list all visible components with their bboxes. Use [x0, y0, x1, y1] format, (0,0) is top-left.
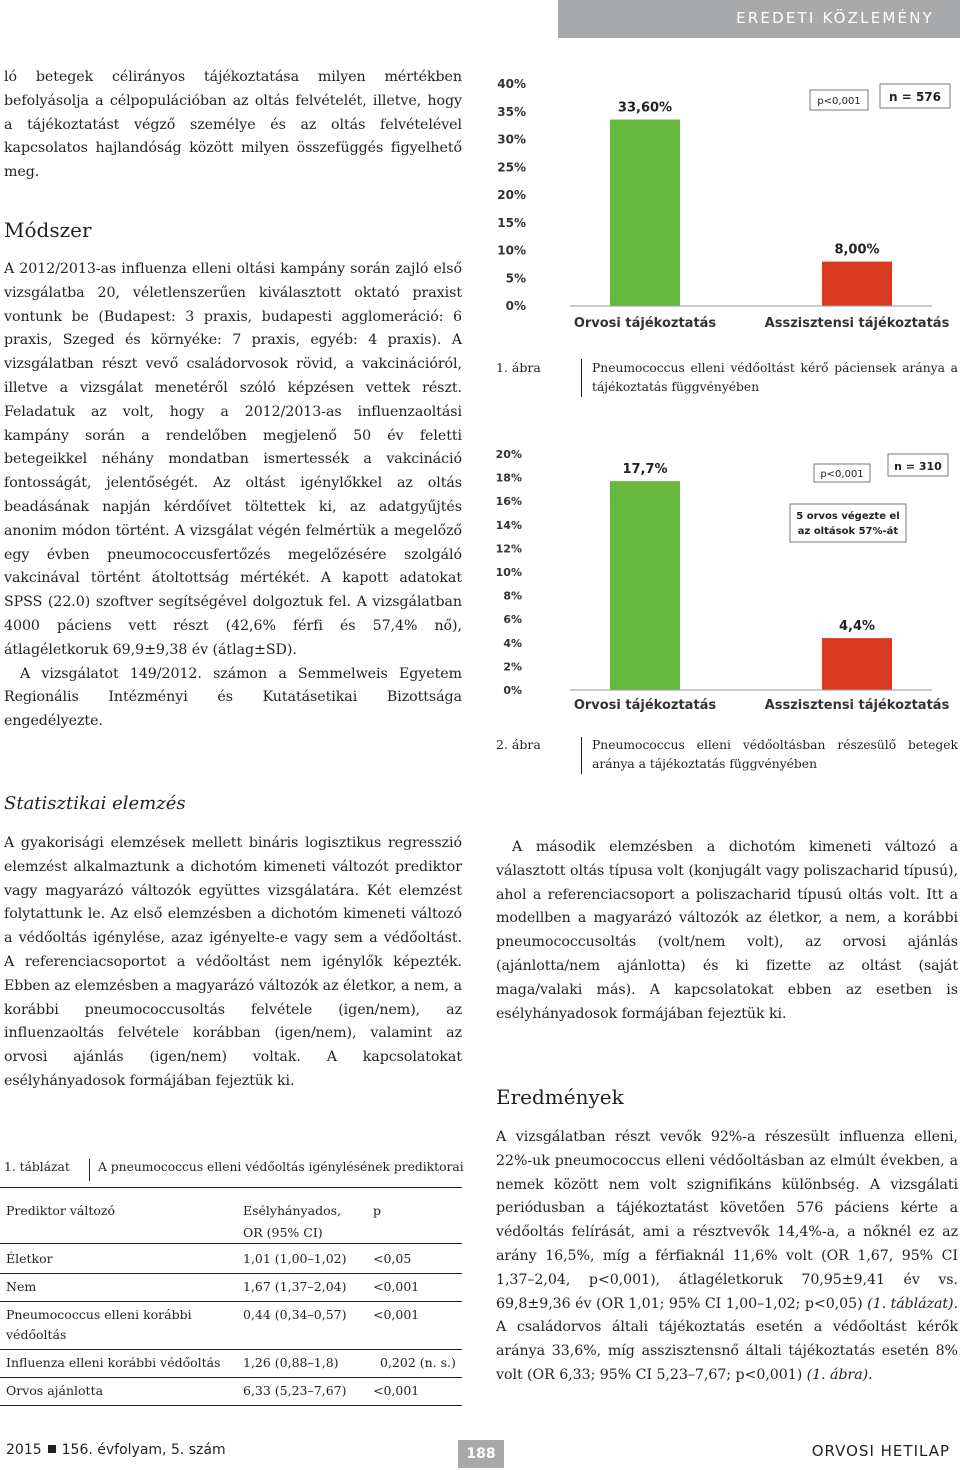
y-tick-label: 10% [497, 243, 526, 258]
y-tick-label: 14% [495, 518, 522, 532]
table-1-number: 1. táblázat [4, 1160, 70, 1174]
y-tick-label: 20% [495, 448, 522, 461]
table-header-rule [0, 1243, 462, 1244]
table-cell-or: 6,33 (5,23–7,67) [243, 1383, 347, 1398]
bar [822, 638, 892, 690]
y-tick-label: 4% [503, 636, 522, 650]
table-cell-predictor: Influenza elleni korábbi védőoltás [6, 1355, 221, 1370]
figure-2-caption-rule [581, 737, 582, 774]
y-tick-label: 2% [503, 660, 522, 674]
table-cell-p: <0,001 [373, 1307, 420, 1322]
methods-paragraph-1: A 2012/2013-as influenza elleni oltási kampány során zajló első vizsgálatba 20, véletlenszerűen kiválasztott oktató praxist vontunk be (Budapest: 3 praxis, budapesti agglomeráció: 6 praxis, Szeged és környéke: 7 praxis, egyéb: 4 praxis). A vizsgálatban részt vevő családorvosok rövid, a vakcinációról, illetve a vizsgálat menetéről szóló képzésen vettek részt. Feladatuk az volt, hogy a 2012/2013-as influenzaoltási kampány során a rendelőben megjelenő 50 év feletti betegeikkel néhány mondatban ismertessék a vakcináció fontosságát, jelentőségét. Az oltást igénylőkkel az oltás beadásának napján kérdőívet töltettek ki, az adatgyűjtés anonim módon történt. A vizsgálat végén felmértük a megelőző egy évben pneumococcusfertőzés megelőzésére szolgáló vakcinával történt átoltottság mértékét. A kapott adatokat SPSS (22.0) szoftver segítségével dolgoztuk fel. A vizsgálatban 4000 páciens vett részt (42,6% férfi és 57,4% nő), átlagéletkoruk 69,9±9,38 év (átlag±SD). [4, 261, 462, 658]
bar [822, 262, 892, 306]
header-p: p [373, 1203, 382, 1218]
page-footer [0, 1440, 960, 1470]
annotation-line-2: az oltások 57%-át [797, 526, 899, 537]
category-label: Orvosi tájékoztatás [573, 698, 717, 713]
bar [610, 481, 680, 690]
y-tick-label: 25% [497, 160, 526, 175]
table-row-rule [0, 1377, 462, 1378]
y-tick-label: 40% [497, 77, 526, 91]
footer-issue [6, 1442, 226, 1458]
y-tick-label: 0% [503, 684, 522, 697]
stats-heading: Statisztikai elemzés [4, 793, 186, 814]
table-cell-or: 1,67 (1,37–2,04) [243, 1279, 347, 1294]
table-cell-p: 0,202 (n. s.) [380, 1355, 456, 1370]
table-cell-or: 1,01 (1,00–1,02) [243, 1251, 347, 1266]
table-cell-or: 0,44 (0,34–0,57) [243, 1307, 347, 1322]
table-row-rule [0, 1349, 462, 1350]
intro-text: ló betegek célirányos tájékoztatása milyen mértékben befolyásolja a célpopulációban az oltás felvételét, illetve, hogy a tájékoztatást végző személye és az oltás felvételével kapcsolatos hajlandóság között milyen összefüggés figyelhető meg. [4, 69, 462, 181]
section-header-bar [558, 0, 960, 38]
figure-reference: (1. ábra). [806, 1366, 873, 1383]
stats-paragraph: A gyakorisági elemzések mellett bináris logisztikus regresszió elemzést alkalmaztunk a dichotóm kimeneti változót prediktor vagy magyarázó változók együttes vizsgálatára. Két elemzést folytattunk le. Az első elemzésben a dichotóm kimeneti változó a védőoltás igénylése, azaz igényelte-e vagy sem a védőoltást. A referenciacsoportot a védőoltást nem igénylők képezték. Ebben az elemzésben a magyarázó változók az életkor, a nem, a korábbi pneumococcusoltás felvétele (igen/nem), az influenzaoltás felvétele korábban (igen/nem), valamint az orvosi ajánlás (igen/nem) voltak. A kapcsolatokat esélyhányadosok formájában fejeztük ki. [4, 835, 462, 1089]
category-label: Asszisztensi tájékoztatás [764, 316, 950, 331]
figure-1-number: 1. ábra [496, 360, 541, 375]
y-tick-label: 5% [505, 271, 526, 286]
table-cell-p: <0,001 [373, 1383, 420, 1398]
stats-body [4, 832, 462, 1094]
table-top-rule [0, 1187, 462, 1188]
results-text-a: A vizsgálatban részt vevők 92%-a részesült influenza elleni, 22%-uk pneumococcus elleni védőoltásban az elmúlt években, a nemek között nem volt szignifikáns különbség. A vizsgálati periódusban a tájékoztatást követően 576 páciens kérte a védőoltás felírását, ami a résztvevők 14,4%-a, a nőknél ez az arány 16,5%, míg a férfiaknál 11,6% volt (OR 1,67, 95% CI 1,37–2,04, p<0,001), átlagéletkoruk 70,95±9,41 év vs. 69,8±9,36 év (OR 1,01; 95% CI 1,00–1,02; p<0,05) [496, 1129, 958, 1312]
bar [610, 120, 680, 306]
sample-size-label: n = 576 [888, 90, 942, 104]
bar-value-label: 8,00% [834, 242, 880, 258]
square-bullet-icon [48, 1445, 56, 1453]
figure-2-svg [492, 440, 958, 718]
table-cell-predictor: Orvos ajánlotta [6, 1383, 104, 1398]
p-value-label: p<0,001 [820, 469, 864, 480]
table-cell-predictor: Nem [6, 1279, 37, 1294]
annotation-line-1: 5 orvos végezte el [796, 511, 900, 522]
results-body [496, 1126, 958, 1388]
y-tick-label: 15% [497, 215, 526, 230]
results-paragraph [496, 1126, 958, 1388]
sample-size-label: n = 310 [894, 460, 942, 473]
y-tick-label: 20% [497, 188, 526, 202]
category-label: Asszisztensi tájékoztatás [764, 698, 950, 713]
table-row-rule [0, 1273, 462, 1274]
results-heading: Eredmények [496, 1085, 624, 1109]
section-label: EREDETI KÖZLEMÉNY [736, 9, 934, 27]
y-tick-label: 10% [495, 566, 522, 579]
figure-2-caption: Pneumococcus elleni védőoltásban részesülő betegek aránya a tájékoztatás függvényében [592, 738, 958, 771]
y-tick-label: 12% [495, 542, 522, 556]
second-analysis-paragraph: A második elemzésben a dichotóm kimeneti változó a választott oltás típusa volt (konjugált vagy poliszacharid típusú), ahol a referenciacsoport a poliszacharid típusú oltás volt. Itt a modellben a magyarázó változók az életkor, a nem, a korábbi pneumococcusoltás (volt/nem volt), az orvosi ajánlás (ajánlotta/nem ajánlotta) és ki fizette az oltást (saját maga/valaki más). A kapcsolatokat ebben az esetben is esélyhányadosok formájában fejeztük ki. [496, 839, 958, 1022]
table-bottom-rule [0, 1405, 462, 1406]
table-row-rule [0, 1301, 462, 1302]
methods-paragraph-2: A vizsgálatot 149/2012. számon a Semmelweis Egyetem Regionális Intézményi és Kutatásetikai Bizottsága engedélyezte. [4, 665, 462, 730]
table-cell-predictor: Életkor [6, 1251, 53, 1266]
y-tick-label: 0% [505, 299, 526, 313]
bar-value-label: 4,4% [838, 619, 876, 635]
figure-1-svg [492, 70, 958, 342]
category-label: Orvosi tájékoztatás [573, 316, 717, 331]
y-tick-label: 8% [503, 589, 522, 603]
y-tick-label: 35% [497, 104, 526, 119]
table-cell-predictor: Pneumococcus elleni korábbi [6, 1307, 192, 1322]
header-or: Esélyhányados, [243, 1203, 341, 1218]
footer-volume: 156. évfolyam, 5. szám [61, 1442, 226, 1458]
header-or-ci: OR (95% CI) [243, 1225, 323, 1240]
table-cell-p: <0,001 [373, 1279, 420, 1294]
table-cell-p: <0,05 [373, 1251, 412, 1266]
y-tick-label: 6% [503, 613, 522, 627]
y-tick-label: 16% [495, 495, 522, 509]
methods-body [4, 258, 462, 734]
figure-2-number: 2. ábra [496, 737, 541, 752]
header-predictor: Prediktor változó [6, 1203, 116, 1218]
figure-1-chart [492, 70, 958, 342]
y-tick-label: 18% [495, 471, 522, 485]
bar-value-label: 33,60% [617, 100, 673, 116]
figure-2-chart [492, 440, 958, 718]
table-1-caption-rule [89, 1159, 90, 1181]
table-1-caption: A pneumococcus elleni védőoltás igénylésének prediktorai [98, 1160, 464, 1174]
figure-1-caption: Pneumococcus elleni védőoltást kérő páciensek aránya a tájékoztatás függvényében [592, 361, 958, 394]
methods-heading: Módszer [4, 218, 92, 242]
figure-1-caption-rule [581, 359, 582, 397]
p-value-label: p<0,001 [817, 96, 861, 107]
results-text-b: A családorvos általi tájékoztatás esetén a védőoltást kérők aránya 33,6%, míg asszisztensnő általi tájékoztatás esetén 8% volt (OR 6,33; 95% CI 5,23–7,67; p<0,001) [496, 1319, 958, 1383]
intro-paragraph [4, 66, 462, 185]
table-cell-or: 1,26 (0,88–1,8) [243, 1355, 339, 1370]
table-reference: (1. táblázat). [867, 1295, 958, 1312]
y-tick-label: 30% [497, 132, 526, 147]
table-cell-predictor-cont: védőoltás [6, 1327, 67, 1342]
page-number: 188 [458, 1440, 504, 1468]
second-analysis-body [496, 836, 958, 1026]
journal-name: ORVOSI HETILAP [811, 1442, 950, 1460]
footer-year: 2015 [6, 1442, 42, 1458]
bar-value-label: 17,7% [622, 462, 668, 478]
